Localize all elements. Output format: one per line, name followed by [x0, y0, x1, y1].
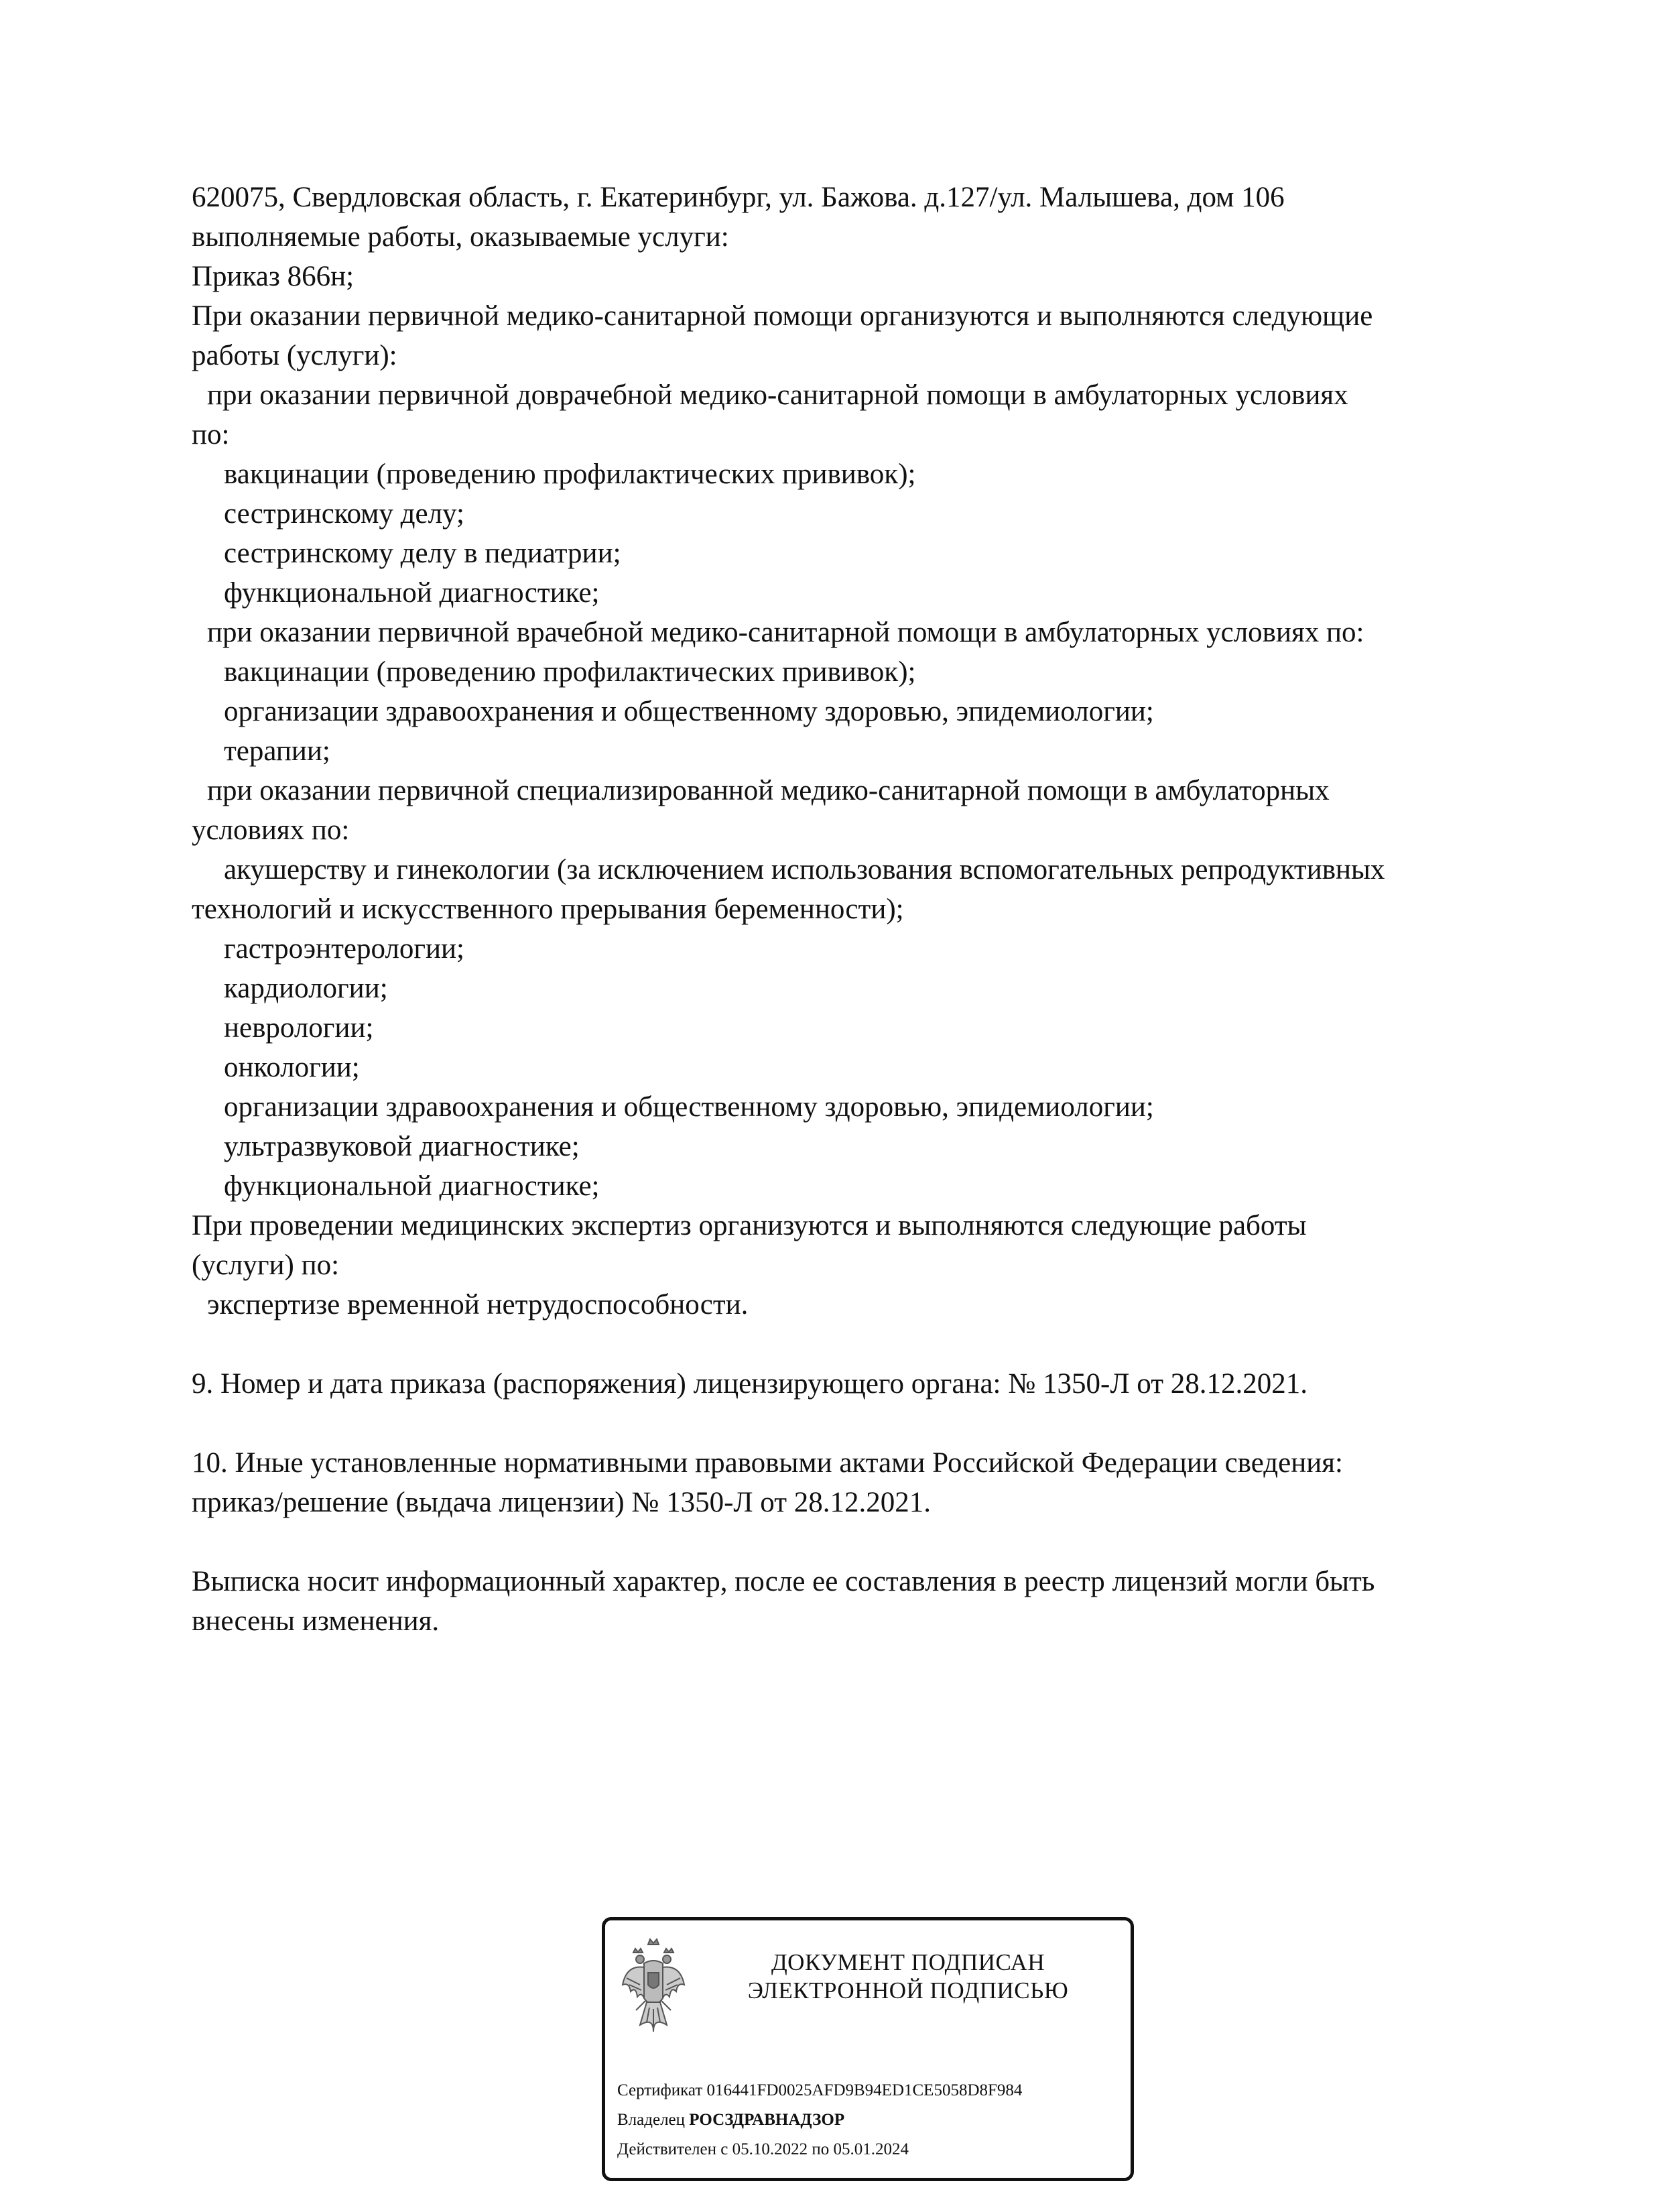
service-item: организации здравоохранения и общественному здоровью, эпидемиологии; — [224, 696, 1154, 727]
disclaimer: Выписка носит информационный характер, после ее составления в реестр лицензий могли быть — [192, 1566, 1375, 1597]
order-line: Приказ 866н; — [192, 261, 355, 292]
section-9: 9. Номер и дата приказа (распоряжения) лицензирующего органа: № 1350-Л от 28.12.2021. — [192, 1368, 1307, 1400]
signature-title — [699, 1949, 1117, 2005]
expertise-line: При проведении медицинских экспертиз организуются и выполняются следующие работы — [192, 1210, 1307, 1241]
service-item: онкологии; — [224, 1052, 360, 1083]
primary-care-line: При оказании первичной медико-санитарной помощи организуются и выполняются следующие — [192, 300, 1373, 332]
certificate-row — [617, 2076, 1124, 2105]
coat-of-arms-icon — [620, 1938, 687, 2038]
subsection-line: при оказании первичной врачебной медико-санитарной помощи в амбулаторных условиях по: — [207, 617, 1364, 648]
service-item: сестринскому делу в педиатрии; — [224, 538, 621, 569]
section-10: приказ/решение (выдача лицензии) № 1350-Л от 28.12.2021. — [192, 1487, 932, 1518]
service-item: вакцинации (проведению профилактических прививок); — [224, 458, 916, 490]
subsection-line: по: — [192, 419, 230, 450]
spacer — [192, 1404, 1519, 1443]
service-item: вакцинации (проведению профилактических прививок); — [224, 656, 916, 688]
validity-to: 05.01.2024 — [833, 2140, 909, 2158]
owner-value: РОСЗДРАВНАДЗОР — [689, 2111, 845, 2129]
certificate-label: Сертификат — [617, 2081, 703, 2099]
spacer — [192, 1325, 1519, 1364]
validity-label: Действителен с — [617, 2140, 728, 2158]
owner-label: Владелец — [617, 2111, 686, 2129]
service-item: гастроэнтерологии; — [224, 933, 464, 965]
primary-care-line: работы (услуги): — [192, 340, 397, 371]
spacer — [192, 1522, 1519, 1562]
subsection-line: при оказании первичной специализированной медико-санитарной помощи в амбулаторных — [207, 775, 1330, 806]
subsection-line: условиях по: — [192, 814, 350, 846]
expertise-line: (услуги) по: — [192, 1249, 340, 1281]
validity-row — [617, 2135, 1124, 2164]
service-item: терапии; — [224, 735, 330, 767]
service-item: акушерству и гинекологии (за исключением использования вспомогательных репродуктивных — [224, 854, 1385, 885]
service-item: организации здравоохранения и общественному здоровью, эпидемиологии; — [224, 1091, 1154, 1123]
service-item: технологий и искусственного прерывания беременности); — [192, 894, 904, 925]
service-item: функциональной диагностике; — [224, 577, 600, 609]
signature-stamp — [602, 1917, 1134, 2181]
service-item: сестринскому делу; — [224, 498, 464, 530]
subsection-line: при оказании первичной доврачебной медико-санитарной помощи в амбулаторных условиях — [207, 379, 1348, 411]
signature-title-line: ДОКУМЕНТ ПОДПИСАН — [771, 1949, 1045, 1975]
disclaimer: внесены изменения. — [192, 1605, 440, 1637]
service-item: экспертизе временной нетрудоспособности. — [207, 1289, 749, 1320]
section-10: 10. Иные установленные нормативными правовыми актами Российской Федерации сведения: — [192, 1447, 1343, 1479]
service-item: кардиологии; — [224, 973, 388, 1004]
validity-to-label: по — [812, 2140, 830, 2158]
signature-title-line: ЭЛЕКТРОННОЙ ПОДПИСЬЮ — [747, 1977, 1069, 2004]
owner-row — [617, 2105, 1124, 2135]
validity-from: 05.10.2022 — [732, 2140, 808, 2158]
service-item: ультразвуковой диагностике; — [224, 1131, 580, 1162]
service-item: функциональной диагностике; — [224, 1170, 600, 1202]
service-item: неврологии; — [224, 1012, 374, 1044]
address-line: 620075, Свердловская область, г. Екатеринбург, ул. Бажова. д.127/ул. Малышева, дом 106 — [192, 182, 1285, 213]
document-body — [192, 178, 1519, 1641]
certificate-value: 016441FD0025AFD9B94ED1CE5058D8F984 — [706, 2081, 1023, 2099]
works-heading: выполняемые работы, оказываемые услуги: — [192, 221, 729, 253]
signature-details — [617, 2076, 1124, 2164]
